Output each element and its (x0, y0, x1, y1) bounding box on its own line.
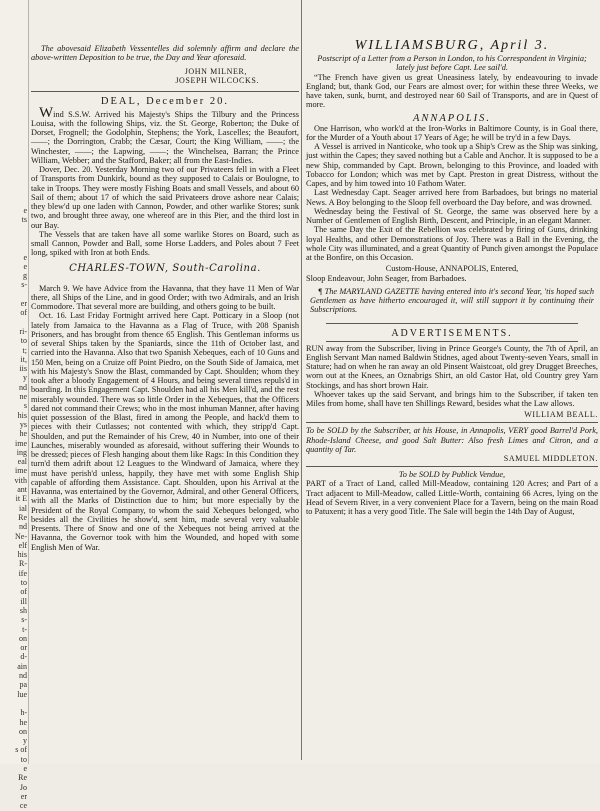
adjacent-page-fragment: e (23, 206, 27, 215)
annapolis-paragraph-3: Last Wednesday Capt. Seager arrived here from Barbadoes, but brings no material News. A Boy belonging to the Sloop fell overboard the Day before, and was drowned. (306, 188, 598, 207)
adjacent-page-fragment: Jo (19, 782, 27, 792)
adjacent-page-fragment: t- (22, 624, 27, 634)
deposition-signature-1: JOHN MILNER, (184, 66, 247, 76)
advertisements-heading: ADVERTISEMENTS. (391, 327, 513, 339)
charles-town-paragraph-1: March 9. We have Advice from the Havanna, that they have 11 Men of War there, all Ships of the Line, and in good Order; with two Admirals, and an Irish Commodore. That several more are building, and others going to be built. (31, 283, 299, 311)
adjacent-page-fragment: s of (15, 745, 27, 755)
adjacent-page-fragment: s- (21, 615, 27, 625)
section-divider (326, 341, 578, 342)
adjacent-page-fragment: or (20, 643, 27, 653)
adjacent-page-fragment: Re (18, 512, 27, 522)
sale-advertisement: To be SOLD by the Subscriber, at his House, in Annapolis, VERY good Barrel'd Pork, Rhode-Island Cheese, and good Salt Butter: Also fresh Limes and Citron, and a quantity of Tar. (306, 426, 598, 454)
adjacent-page-fragment: s (23, 401, 27, 411)
vendue-heading: To be SOLD by Publick Vendue, (398, 470, 506, 479)
annapolis-paragraph-4: Wednesday being the Festival of St. George, the same was observed here by a Number of Gentlemen of English Birth, Descent, and Principle, in an elegant Manner. (306, 206, 598, 225)
adjacent-page-fragment: ts (21, 215, 27, 225)
annapolis-dateline: ANNAPOLIS. (412, 112, 492, 124)
adjacent-page-fragment: sh (19, 605, 27, 615)
deal-paragraph-3: The Vessels that are taken have all some warlike Stores on Board, such as small Cannon, Powder and Ball, some Horse Ladders, and Poles about 7 Feet long, spiked with Iron at both Ends. (31, 229, 299, 258)
adjacent-page-fragment: he (19, 429, 27, 439)
adjacent-page-fragment: pa (19, 680, 27, 690)
adjacent-page-fragment: nd (19, 671, 27, 680)
adjacent-page-fragment: elf (18, 540, 27, 550)
adjacent-page-fragment: er (20, 299, 27, 308)
adjacent-page-fragment: R- (19, 559, 27, 569)
adjacent-page-fragment: ant (17, 485, 27, 494)
adjacent-page-fragment: e (23, 252, 27, 262)
adjacent-page-fragment: ing (16, 447, 27, 457)
adjacent-page-fragment: iis (19, 364, 27, 374)
adjacent-page-fragment: nd (19, 522, 27, 532)
adjacent-page-fragment: y (23, 736, 27, 746)
adjacent-page-fragment: vith (14, 475, 27, 485)
charles-town-dateline: CHARLES-TOWN, South-Carolina. (69, 262, 261, 274)
adjacent-page-fragment: his (17, 410, 27, 420)
adjacent-page-fragment: ill (20, 596, 27, 606)
charles-town-paragraph-2: Oct. 16. Last Friday Fortnight arrived here Capt. Potticary in a Sloop (not lately from Jamaica to the Havanna as a Flag of Truce, with 208 Spanish Prisoners, and has brought from thence 65 English. This Gentleman informs us of several Ships taken by the Spaniards, since the 11th of October last, and carried into the Havanna. Also that two Spanish Xebeques, each of 10 Guns and 150 Men, being on a Cruize off Point Piedro, on the South Side of Jamaica, met with his Majesty's Snow the Blast, commanded by Capt. Shoulden; whom they took after a bloody Engagement of 4 Hours, and being several times repuls'd in boarding. In this Engagement Capt. Shoulden had all his Men kill'd, and the rest miserably wounded. There was so little Order in the Xebeques, that the Officers dared not command their Crews; who in the most inhuman Manner, after having quiet possession of the Blast, fired in among the People, and hack'd them to pieces with their Cutlasses; not contented with which, they stripp'd Capt. Shoulden, and put the Remainder of his Crew, 40 in Number, into one of their Launches, miserably wounded as aforesaid, without suffering their Wounds to be dressed; pieces of Flesh hanging about them like Rags: In this Condition they turn'd them adrift about 12 Leagues to the Windward of Jamaica, where they must have perish'd unless, happily, they have met with some English Ship capable of affording them Assistance. Capt. Shoulden, upon his Arrival at the Havanna, was entertained by the Governor, Admiral, and other General Officers, with all the Marks of Distinction due to him; but more especially by the President of the Royal Company, to whom the said Xebeques belonged, who besides all the Civilities he show'd, sent him, made several very valuable Presents. There of Snow and one of the Xebeques not being arrived at the Havanna, the Governor took with him the Wounded, and hoped with some English Men of War. (31, 311, 299, 552)
annapolis-paragraph-2: A Vessel is arrived in Nanticoke, who took up a Ship's Crew as the Ship was sinking, just within the Capes; they saved nothing but a Cable and Anchor. It is supposed to be a new Ship, commanded by Capt. Brown, belonging to this Province, and loaded with Tobacco for London; which was met by Capt. Preston in great Distress, without the Capes, and by him towed into 10 Fathom Water. (306, 142, 598, 188)
adjacent-page-fragment: on (19, 633, 27, 643)
deal-paragraph-1: Wind S.S.W. Arrived his Majesty's Ships the Tilbury and the Princess Louisa, with the following Ships, viz. the St. George, Roberton; the Duke of Dorset, Frognell; the Godolphin, Stephens; the York, Lascelles; the Beaufort, ——; the Dorrington, Crabb; the Cæsar, Court; the King William, ——; the Winchester, ——; the Lapwing, ——; the Winchelsea, Barran; the Prince William, Webber; and the Stafford, Baker; all from the East-Indies. (31, 104, 299, 165)
adjacent-page-fragment: e (23, 764, 27, 773)
adjacent-page-fragment: of (20, 587, 27, 597)
sale-signature: SAMUEL MIDDLETON. (503, 454, 598, 463)
adjacent-page-edge (0, 0, 29, 811)
adjacent-page-fragment: ce (19, 801, 27, 811)
runaway-signature: WILLIAM BEALL. (524, 410, 598, 420)
adjacent-page-fragment: ys (19, 419, 27, 429)
williamsburg-postscript: Postscript of a Letter from a Person in London, to his Correspondent in Virginia; lately just before Capt. Lee sail'd. (317, 54, 587, 73)
custom-house-heading: Custom-House, ANNAPOLIS, Entered, (385, 264, 519, 274)
adjacent-page-fragment: lue (17, 689, 27, 699)
adjacent-page-fragment: his (17, 550, 27, 560)
right-column (306, 38, 598, 516)
left-column (31, 44, 299, 552)
adjacent-page-fragment: to (20, 754, 27, 764)
adjacent-page-fragment: d- (20, 652, 27, 662)
adjacent-page-fragment: ain (17, 661, 27, 671)
section-divider (326, 323, 578, 324)
adjacent-page-fragment: ri- (19, 326, 27, 336)
section-divider (31, 91, 299, 92)
deal-paragraph-2: Dover, Dec. 20. Yesterday Morning two of our Privateers fell in with a Fleet of Transports from Dunkirk, bound as they supposed to Calais or Boulogne, to take in Troops. They were mostly Fishing Boats and small Vessels, and about 60 Sail of them; about 17 of which the said Privateers drove ashore near Calais; they blew'd up one laden with Cannon, Powder, and other warlike Stores; sunk two, and brought three away, one whereof are in this Pier, and the third lost in our Bay. (31, 165, 299, 230)
adjacent-page-fragment: h- (20, 708, 27, 718)
adjacent-page-fragment: er (20, 791, 27, 801)
williamsburg-dateline: WILLIAMSBURG, April 3. (354, 38, 550, 53)
column-rule (301, 0, 302, 760)
adjacent-page-fragment: ime (15, 466, 27, 476)
adjacent-page-fragment: it E (15, 494, 27, 504)
adjacent-page-fragment: ne (19, 392, 27, 401)
adjacent-page-fragment: he (19, 717, 27, 727)
adjacent-page-fragment: eal (17, 457, 27, 467)
adjacent-page-fragment: on (19, 726, 27, 736)
adjacent-page-fragment: ife (18, 568, 27, 578)
runaway-reward: Whoever takes up the said Servant, and brings him to the Subscriber, if taken ten Miles from home, shall have ten Shillings Reward, besides what the Law allows. (306, 389, 598, 408)
adjacent-page-fragment: nd (19, 382, 27, 392)
adjacent-page-fragment: ime (15, 438, 27, 448)
annapolis-paragraph-5: The same Day the Exit of the Rebellion was celebrated by firing of Guns, drinking loyal Healths, and other Demonstrations of Joy. There was a Ball in the Evening, the whole City was illuminated, and a great Quantity of Punch given amongst the Populace at the Bonfire, on this Occasion. (306, 225, 598, 262)
adjacent-page-fragment: t; (22, 345, 27, 355)
adjacent-page-fragment: of (20, 308, 27, 318)
runaway-advertisement: RUN away from the Subscriber, living in Prince George's County, the 7th of April, an English Servant Man named Baldwin Stidnes, aged about Twenty-seven Years, small in Stature; had on when he ran away an old Pinsent Waistcoat, old grey Drugget Breeches, worn out at the Knees, an Oznabrigs Shirt, an old Castor Hat, old Country grey Yarn Stockings, and has short brown Hair. (306, 343, 598, 390)
williamsburg-letter: “The French have given us great Uneasiness lately, by endeavouring to invade England; but, thank God, our Fears are almost over; for within these three Weeks, we have taken, sunk, burnt, and destroyed near 60 Sail of Transports, and are in Quest of more. (306, 72, 598, 110)
adjacent-page-fragment: e (23, 261, 27, 271)
adjacent-page-fragment: g (23, 271, 27, 281)
deposition-affirmation: The abovesaid Elizabeth Vessentelles did solemnly affirm and declare the above-written Deposition to be true, the Day and Year aforesaid. (31, 44, 299, 63)
vendue-advertisement: PART of a Tract of Land, called Mill-Meadow, containing 120 Acres; and Part of a Tract adjacent to Mill-Meadow, called Little-Worth, containing 66 Acres, lying on the Head of Severn River, in a very convenient Place for a Tavern, being on the main Road to Patuxent; it has a very good Title. The Sale will begin the 14th Day of August, (306, 479, 598, 516)
adjacent-page-fragment: s- (21, 280, 27, 290)
adjacent-page-fragment: Ne- (15, 531, 27, 541)
section-divider (306, 422, 598, 423)
adjacent-page-fragment: to (20, 336, 27, 346)
deal-dateline: DEAL, December 20. (100, 95, 230, 107)
adjacent-page-fragment: Re (18, 773, 27, 783)
adjacent-page-fragment: ial (19, 503, 27, 513)
adjacent-page-fragment: it, (20, 354, 27, 364)
section-divider (306, 466, 598, 467)
adjacent-page-fragment: to (20, 578, 27, 587)
gazette-subscription-note: ¶ The MARYLAND GAZETTE having entered into it's second Year, 'tis hoped such Gentlemen as have hitherto encouraged it, will still support it by continuing their Subscriptions. (310, 286, 594, 315)
annapolis-paragraph-1: One Harrison, who work'd at the Iron-Works in Baltimore County, is in Goal there, for the Murder of a Youth about 17 Years of Age; he will be try'd in a few Days. (306, 123, 598, 142)
adjacent-page-fragment: y (23, 373, 27, 383)
deposition-signature-2: JOSEPH WILCOCKS. (175, 75, 259, 85)
custom-house-entry: Sloop Endeavour, John Seager, from Barbadoes. (306, 273, 467, 283)
